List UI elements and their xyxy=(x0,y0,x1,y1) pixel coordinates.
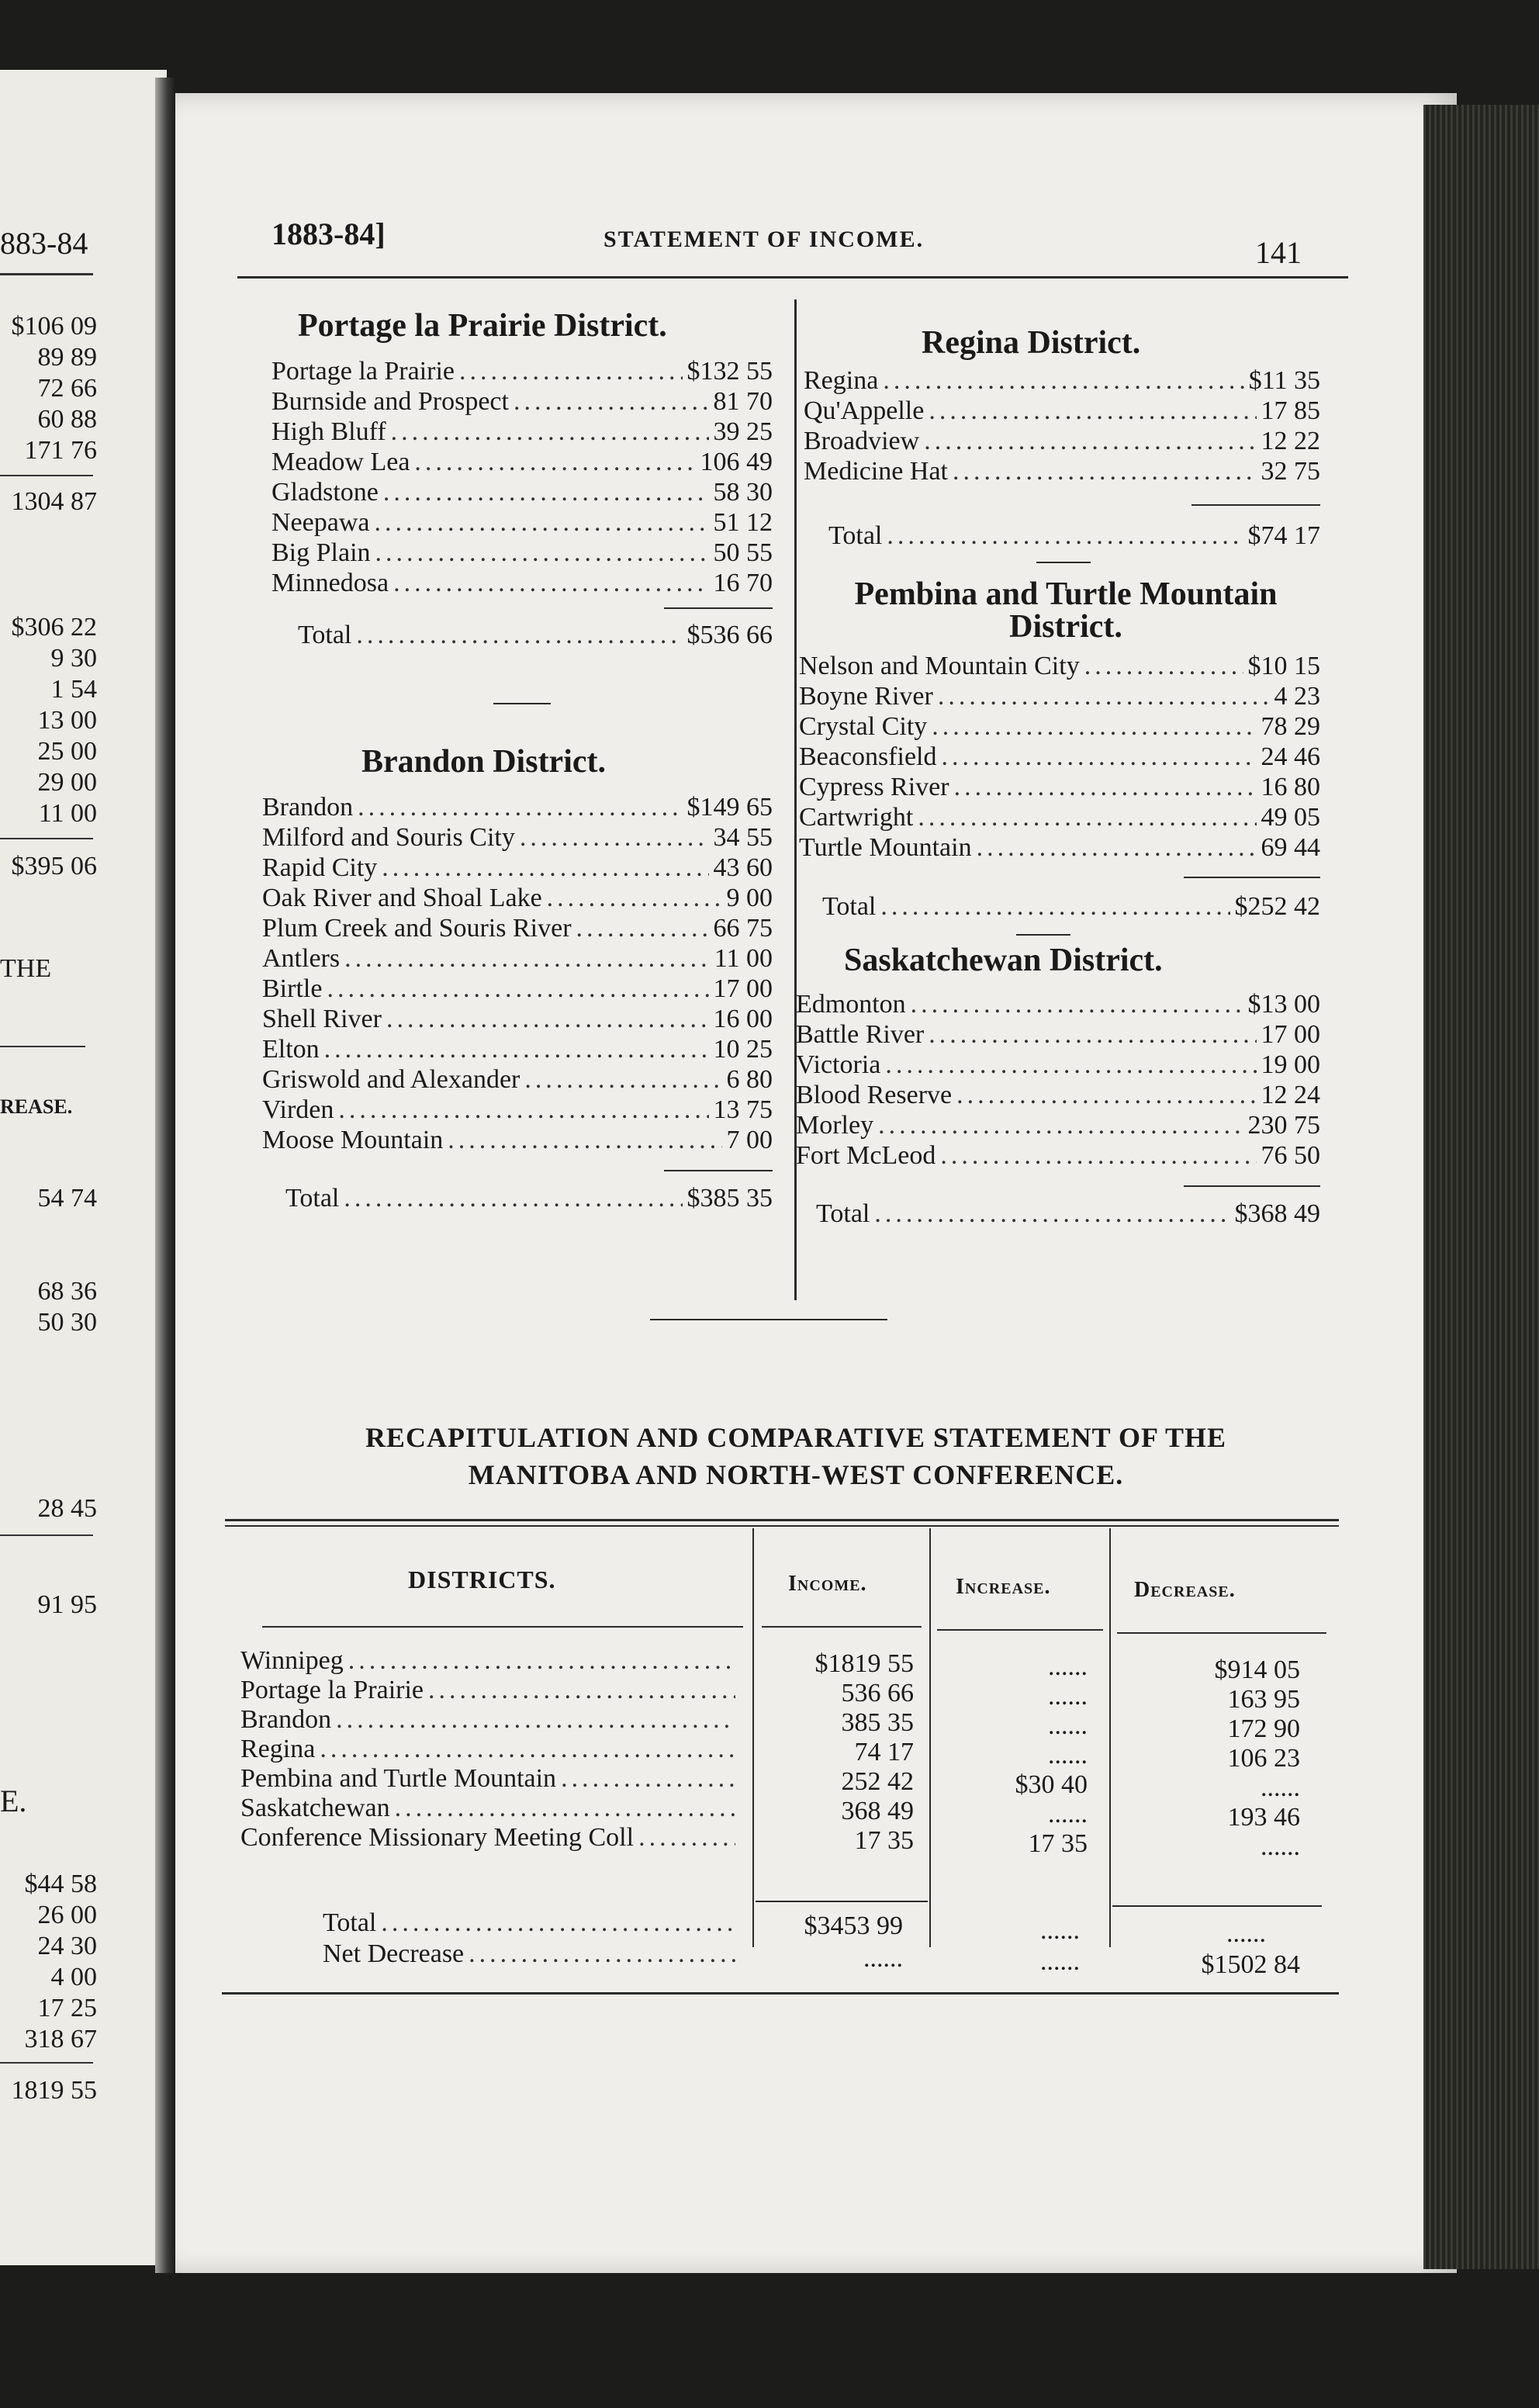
page-edges xyxy=(1423,105,1539,2269)
header-underline xyxy=(1117,1632,1326,1634)
left-value: 72 66 xyxy=(37,374,97,403)
table-row xyxy=(262,853,773,883)
table-row xyxy=(262,823,773,853)
section-divider xyxy=(1036,562,1091,563)
table-row xyxy=(240,1823,740,1853)
table-row xyxy=(240,1676,740,1705)
circuit-name: Burnside and Prospect xyxy=(271,387,509,416)
circuit-amount: 81 70 xyxy=(713,387,773,416)
pembina-district-title: Pembina and Turtle Mountain xyxy=(854,576,1278,612)
header-rule xyxy=(237,276,1348,279)
circuit-name: Virden xyxy=(262,1095,334,1124)
circuit-amount: 17 00 xyxy=(713,974,773,1003)
table-row xyxy=(262,974,773,1004)
circuit-amount: 78 29 xyxy=(1261,712,1320,741)
circuit-amount: 9 00 xyxy=(726,884,773,912)
table-row xyxy=(240,1764,740,1794)
table-row xyxy=(262,944,773,974)
circuit-amount: 16 00 xyxy=(713,1005,773,1033)
total-row xyxy=(323,1908,740,1938)
table-row xyxy=(271,417,773,447)
recap-income: 536 66 xyxy=(841,1679,914,1707)
left-value: 11 00 xyxy=(38,799,97,828)
table-row xyxy=(240,1735,740,1764)
circuit-name: Qu'Appelle xyxy=(804,396,925,425)
recap-district-name: Brandon xyxy=(240,1705,332,1734)
left-rule xyxy=(0,475,93,476)
table-row xyxy=(796,1111,1320,1140)
circuit-amount: $13 00 xyxy=(1247,990,1320,1019)
left-value: 17 25 xyxy=(37,1994,97,2022)
left-header-rule xyxy=(0,273,93,275)
total-amount: $385 35 xyxy=(686,1184,773,1213)
circuit-name: Crystal City xyxy=(799,712,928,741)
circuit-amount: $10 15 xyxy=(1247,652,1320,680)
left-value: 54 74 xyxy=(37,1184,97,1213)
circuit-name: Morley xyxy=(796,1111,874,1140)
table-row xyxy=(240,1646,740,1676)
circuit-amount: $132 55 xyxy=(686,357,773,386)
brandon-district-title: Brandon District. xyxy=(361,744,606,780)
total-rule xyxy=(664,607,773,609)
recap-increase: 17 35 xyxy=(1028,1829,1088,1858)
circuit-amount: 51 12 xyxy=(713,508,773,537)
left-total: $395 06 xyxy=(11,852,97,881)
circuit-amount: 10 25 xyxy=(713,1035,773,1064)
left-value: 60 88 xyxy=(37,405,97,434)
table-row xyxy=(262,1065,773,1095)
circuit-amount: 16 80 xyxy=(1261,773,1320,801)
recap-total-income: $3453 99 xyxy=(804,1912,903,1940)
table-row xyxy=(799,803,1320,832)
table-row xyxy=(240,1794,740,1823)
recap-decrease: 172 90 xyxy=(1227,1714,1300,1743)
col-header-increase: Increase. xyxy=(956,1575,1051,1599)
total-label: Total xyxy=(816,1199,870,1228)
circuit-name: Beaconsfield xyxy=(799,742,937,771)
total-rule xyxy=(1191,504,1320,506)
left-value: $306 22 xyxy=(11,613,97,642)
total-label: Total xyxy=(298,621,352,649)
left-value: 50 30 xyxy=(37,1308,97,1337)
table-row xyxy=(804,396,1320,426)
left-value: 171 76 xyxy=(24,436,97,465)
recap-increase: ...... xyxy=(1048,1800,1088,1828)
recap-income: 368 49 xyxy=(841,1797,914,1825)
table-row xyxy=(796,1141,1320,1171)
total-row xyxy=(285,1184,773,1213)
left-value: 91 95 xyxy=(37,1590,97,1619)
decrease-total-rule xyxy=(1112,1905,1322,1907)
col-header-decrease: Decrease. xyxy=(1134,1578,1236,1602)
recap-district-name: Portage la Prairie xyxy=(240,1676,424,1704)
table-row xyxy=(799,833,1320,863)
circuit-amount: $149 65 xyxy=(686,793,773,822)
table-row xyxy=(262,1095,773,1125)
circuit-amount: 50 55 xyxy=(713,538,773,567)
left-value: 28 45 xyxy=(37,1494,97,1523)
table-row xyxy=(271,478,773,507)
table-top-rule-2 xyxy=(225,1525,1339,1527)
circuit-name: Big Plain xyxy=(271,538,371,567)
table-row xyxy=(799,742,1320,772)
circuit-amount: 6 80 xyxy=(726,1065,773,1094)
circuit-name: Nelson and Mountain City xyxy=(799,652,1080,680)
table-row xyxy=(262,1005,773,1034)
table-row xyxy=(262,1035,773,1064)
table-row xyxy=(262,1126,773,1155)
column-divider xyxy=(929,1528,931,1947)
table-row xyxy=(262,914,773,943)
net-decrease-row xyxy=(323,1939,740,1969)
circuit-amount: 76 50 xyxy=(1261,1141,1320,1170)
section-separator xyxy=(650,1319,887,1320)
circuit-name: Portage la Prairie xyxy=(271,357,455,386)
left-value: 68 36 xyxy=(37,1277,97,1306)
table-row xyxy=(799,773,1320,802)
left-total: 1304 87 xyxy=(11,487,97,516)
total-label: Total xyxy=(822,892,877,921)
left-value: 24 30 xyxy=(37,1932,97,1960)
total-row xyxy=(822,892,1320,922)
recap-total-increase: ...... xyxy=(1040,1916,1080,1945)
circuit-name: Plum Creek and Souris River xyxy=(262,914,572,943)
header-underline xyxy=(937,1629,1103,1631)
table-bottom-rule xyxy=(222,1992,1339,1995)
recap-decrease: 163 95 xyxy=(1227,1685,1300,1714)
income-total-rule xyxy=(756,1901,928,1902)
table-row xyxy=(799,682,1320,711)
total-amount: $368 49 xyxy=(1234,1199,1320,1228)
recap-total-decrease: ...... xyxy=(1226,1919,1266,1948)
table-top-rule xyxy=(225,1519,1339,1521)
column-divider xyxy=(1109,1528,1111,1947)
table-row xyxy=(262,793,773,822)
circuit-amount: 106 49 xyxy=(700,448,773,476)
circuit-name: Brandon xyxy=(262,793,354,822)
table-row xyxy=(240,1705,740,1735)
regina-district-title: Regina District. xyxy=(922,325,1141,361)
col-header-districts: DISTRICTS. xyxy=(408,1566,556,1593)
circuit-amount: $11 35 xyxy=(1248,366,1320,395)
recap-title: RECAPITULATION AND COMPARATIVE STATEMENT OF THE xyxy=(365,1422,1227,1453)
recap-total-label: Total xyxy=(323,1908,377,1937)
left-fragment-word: THE xyxy=(0,954,52,983)
table-row xyxy=(799,652,1320,681)
left-fragment-word: E. xyxy=(0,1784,27,1818)
total-amount: $536 66 xyxy=(686,621,773,649)
recap-income: 385 35 xyxy=(841,1708,914,1737)
circuit-amount: 43 60 xyxy=(713,853,773,882)
table-row xyxy=(796,1050,1320,1080)
column-divider xyxy=(752,1528,754,1947)
recap-increase: ...... xyxy=(1048,1741,1088,1770)
recap-income: $1819 55 xyxy=(814,1649,914,1678)
section-divider xyxy=(493,703,551,704)
circuit-name: Neepawa xyxy=(271,508,370,537)
recap-increase: ...... xyxy=(1048,1652,1088,1681)
col-header-income: Income. xyxy=(788,1572,867,1596)
recap-increase: ...... xyxy=(1048,1711,1088,1740)
left-value: 89 89 xyxy=(37,343,97,372)
left-rule xyxy=(0,1046,85,1047)
circuit-amount: 39 25 xyxy=(713,417,773,446)
recap-decrease: 193 46 xyxy=(1227,1803,1300,1832)
circuit-name: Elton xyxy=(262,1035,320,1064)
left-total: 1819 55 xyxy=(11,2076,97,2105)
circuit-amount: 32 75 xyxy=(1261,457,1320,486)
recap-decrease: $914 05 xyxy=(1214,1656,1300,1684)
header-underline xyxy=(262,1626,743,1628)
total-row xyxy=(816,1199,1320,1229)
left-rule xyxy=(0,838,93,839)
table-row xyxy=(804,427,1320,456)
circuit-name: Minnedosa xyxy=(271,569,389,597)
table-row xyxy=(799,712,1320,742)
table-row xyxy=(271,387,773,417)
circuit-amount: 58 30 xyxy=(713,478,773,507)
left-fragment-word: REASE. xyxy=(0,1095,73,1118)
circuit-name: Shell River xyxy=(262,1005,382,1033)
recap-decrease: ...... xyxy=(1261,1832,1300,1861)
recap-net-income: ...... xyxy=(863,1944,903,1973)
circuit-amount: 69 44 xyxy=(1261,833,1320,862)
table-row xyxy=(804,366,1320,396)
circuit-amount: 34 55 xyxy=(713,823,773,852)
table-row xyxy=(796,1081,1320,1110)
recap-district-name: Winnipeg xyxy=(240,1646,344,1675)
circuit-name: Oak River and Shoal Lake xyxy=(262,884,542,912)
table-row xyxy=(796,1020,1320,1050)
circuit-name: Regina xyxy=(804,366,879,395)
recap-income: 17 35 xyxy=(854,1826,914,1855)
circuit-name: Milford and Souris City xyxy=(262,823,515,852)
circuit-name: Edmonton xyxy=(796,990,906,1019)
circuit-amount: 49 05 xyxy=(1261,803,1320,832)
recap-district-name: Regina xyxy=(240,1735,316,1763)
total-rule xyxy=(1184,877,1320,878)
table-row xyxy=(271,569,773,598)
left-page-fragment xyxy=(0,70,167,2265)
circuit-name: Broadview xyxy=(804,427,920,455)
circuit-name: Victoria xyxy=(796,1050,881,1079)
circuit-name: Griswold and Alexander xyxy=(262,1065,520,1094)
left-value: 9 30 xyxy=(50,644,97,673)
table-row xyxy=(262,884,773,913)
header-underline xyxy=(762,1626,922,1628)
circuit-amount: 16 70 xyxy=(713,569,773,597)
circuit-amount: 11 00 xyxy=(714,944,773,973)
recap-district-name: Pembina and Turtle Mountain xyxy=(240,1764,557,1793)
header-year: 1883-84] xyxy=(271,216,386,251)
total-label: Total xyxy=(828,521,883,550)
circuit-name: High Bluff xyxy=(271,417,386,446)
circuit-name: Medicine Hat xyxy=(804,457,948,486)
recap-decrease: ...... xyxy=(1261,1773,1300,1802)
recap-net-increase: ...... xyxy=(1040,1947,1080,1976)
circuit-name: Cypress River xyxy=(799,773,949,801)
circuit-name: Moose Mountain xyxy=(262,1126,444,1154)
portage-district-title: Portage la Prairie District. xyxy=(298,308,667,344)
circuit-amount: 12 24 xyxy=(1261,1081,1320,1109)
circuit-name: Meadow Lea xyxy=(271,448,410,476)
total-rule xyxy=(1184,1185,1320,1187)
recap-net-decrease: $1502 84 xyxy=(1201,1950,1300,1979)
left-page-header: 883-84 xyxy=(0,226,88,261)
circuit-amount: 230 75 xyxy=(1247,1111,1320,1140)
circuit-amount: 4 23 xyxy=(1274,682,1320,711)
circuit-amount: 24 46 xyxy=(1261,742,1320,771)
left-value: 26 00 xyxy=(37,1901,97,1929)
left-value: 318 67 xyxy=(24,2025,97,2053)
total-amount: $74 17 xyxy=(1247,521,1320,550)
left-value: 4 00 xyxy=(50,1963,97,1991)
circuit-name: Birtle xyxy=(262,974,323,1003)
left-value: 13 00 xyxy=(37,706,97,735)
page-number: 141 xyxy=(1255,235,1302,270)
circuit-name: Antlers xyxy=(262,944,341,973)
table-row xyxy=(804,457,1320,486)
right-page xyxy=(175,93,1457,2273)
table-row xyxy=(271,508,773,538)
circuit-amount: 7 00 xyxy=(726,1126,773,1154)
circuit-name: Fort McLeod xyxy=(796,1141,936,1170)
circuit-amount: 19 00 xyxy=(1261,1050,1320,1079)
total-amount: $252 42 xyxy=(1234,892,1320,921)
left-value: $44 58 xyxy=(24,1870,97,1898)
recap-income: 74 17 xyxy=(854,1738,914,1766)
book-gutter xyxy=(155,78,175,2273)
left-value: 1 54 xyxy=(50,675,97,704)
total-label: Total xyxy=(285,1184,340,1213)
circuit-name: Boyne River xyxy=(799,682,933,711)
recap-income: 252 42 xyxy=(841,1767,914,1796)
total-row xyxy=(828,521,1320,551)
table-row xyxy=(796,990,1320,1019)
circuit-name: Cartwright xyxy=(799,803,914,832)
recap-district-name: Conference Missionary Meeting Coll xyxy=(240,1823,635,1852)
recap-subtitle: MANITOBA AND NORTH-WEST CONFERENCE. xyxy=(468,1459,1124,1490)
recap-increase: $30 40 xyxy=(1015,1770,1088,1799)
circuit-name: Rapid City xyxy=(262,853,378,882)
circuit-name: Gladstone xyxy=(271,478,379,507)
circuit-name: Blood Reserve xyxy=(796,1081,953,1109)
page-title: STATEMENT OF INCOME. xyxy=(603,227,925,252)
circuit-amount: 12 22 xyxy=(1261,427,1320,455)
section-divider xyxy=(1016,934,1070,936)
left-value: 25 00 xyxy=(37,737,97,766)
left-rule xyxy=(0,2062,93,2064)
recap-net-label: Net Decrease xyxy=(323,1939,465,1968)
table-row xyxy=(271,538,773,568)
total-rule xyxy=(664,1170,773,1171)
circuit-name: Turtle Mountain xyxy=(799,833,972,862)
table-row xyxy=(271,357,773,386)
circuit-amount: 17 00 xyxy=(1261,1020,1320,1049)
left-value: 29 00 xyxy=(37,768,97,797)
saskatchewan-district-title: Saskatchewan District. xyxy=(844,943,1163,978)
left-rule xyxy=(0,1534,93,1536)
recap-decrease: 106 23 xyxy=(1227,1744,1300,1773)
table-row xyxy=(271,448,773,477)
pembina-district-title-cont: District. xyxy=(1009,609,1122,645)
left-value: $106 09 xyxy=(11,312,97,341)
circuit-amount: 66 75 xyxy=(713,914,773,943)
total-row xyxy=(298,621,773,650)
recap-district-name: Saskatchewan xyxy=(240,1794,390,1822)
circuit-name: Battle River xyxy=(796,1020,925,1049)
recap-increase: ...... xyxy=(1048,1682,1088,1711)
circuit-amount: 17 85 xyxy=(1261,396,1320,425)
circuit-amount: 13 75 xyxy=(713,1095,773,1124)
